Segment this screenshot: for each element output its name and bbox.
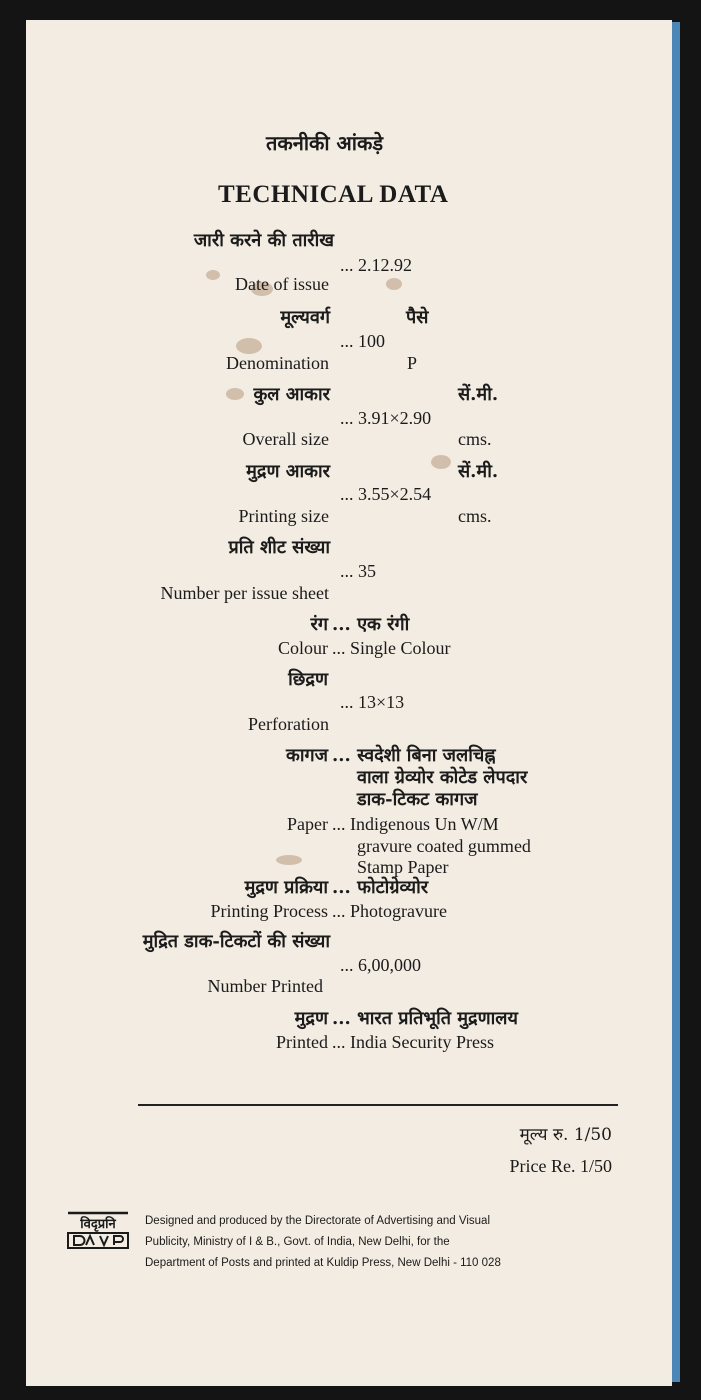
overall-size-english-unit: cms. [458,429,492,449]
paper-english-label: Paper [287,814,328,834]
paper-hindi-value-2: वाला ग्रेव्योर कोटेड लेपदार [357,767,528,788]
printing-size-hindi-unit: सें.मी. [458,461,499,482]
number-printed-hindi-label: मुद्रित डाक-टिकटों की संख्या [142,931,330,952]
date-hindi-label: जारी करने की तारीख [193,230,334,251]
overall-size-value: ... 3.91×2.90 [340,408,432,428]
paper-english-value-3: Stamp Paper [357,857,449,877]
perforation-english-label: Perforation [248,714,329,734]
colour-hindi-value: ... एक रंगी [332,614,410,635]
overall-size-hindi-unit: सें.मी. [458,384,499,405]
colour-hindi-label: रंग [310,614,328,635]
process-hindi-value: ... फोटोग्रेव्योर [332,877,429,898]
overall-size-english-label: Overall size [242,429,329,449]
paper-english-value-1: ... Indigenous Un W/M [332,814,499,834]
logo-hindi-text: विदृप्रनि [80,1217,116,1232]
stain-mark [386,278,402,290]
footer-line-2: Publicity, Ministry of I & B., Govt. of India, New Delhi, for the [145,1236,450,1248]
printed-english-value: ... India Security Press [332,1032,494,1052]
denomination-value: ... 100 [340,331,385,351]
denomination-hindi-unit: पैसे [406,307,429,328]
overall-size-hindi-label: कुल आकार [253,384,330,405]
process-english-value: ... Photogravure [332,901,447,921]
per-sheet-value: ... 35 [340,561,376,581]
printed-hindi-value: ... भारत प्रतिभूति मुद्रणालय [332,1008,518,1029]
footer-line-1: Designed and produced by the Directorate of Advertising and Visual [145,1215,491,1227]
technical-data-card [26,20,672,1386]
davp-logo-mark [66,1210,130,1250]
denomination-hindi-label: मूल्यवर्ग [280,307,330,328]
per-sheet-english-label: Number per issue sheet [160,583,329,603]
price-english: Price Re. 1/50 [509,1156,612,1176]
stain-mark [206,270,220,280]
title-hindi: तकनीकी आंकड़े [266,131,384,155]
davp-logo [66,1210,130,1248]
denomination-english-unit: P [407,353,418,373]
title-english: TECHNICAL DATA [218,181,449,208]
printing-size-english-label: Printing size [238,506,329,526]
number-printed-english-label: Number Printed [207,976,323,996]
printed-hindi-label: मुद्रण [294,1008,328,1029]
footer-line-3: Department of Posts and printed at Kuldip Press, New Delhi - 110 028 [145,1257,501,1269]
paper-hindi-value-1: ... स्वदेशी बिना जलचिह्न [332,745,496,766]
divider-rule [138,1104,618,1106]
number-printed-value: ... 6,00,000 [340,955,421,975]
process-english-label: Printing Process [210,901,328,921]
perforation-value: ... 13×13 [340,692,405,712]
stain-mark [431,455,451,469]
paper-hindi-label: कागज [286,745,328,766]
date-value: ... 2.12.92 [340,255,412,275]
date-english-label: Date of issue [235,274,329,294]
printed-english-label: Printed [276,1032,328,1052]
process-hindi-label: मुद्रण प्रक्रिया [244,877,328,898]
printing-size-english-unit: cms. [458,506,492,526]
per-sheet-hindi-label: प्रति शीट संख्या [228,537,330,558]
denomination-english-label: Denomination [226,353,329,373]
printing-size-value: ... 3.55×2.54 [340,484,432,504]
paper-english-value-2: gravure coated gummed [357,836,531,856]
paper-hindi-value-3: डाक-टिकट कागज [357,789,478,810]
printing-size-hindi-label: मुद्रण आकार [246,461,330,482]
colour-english-label: Colour [277,638,328,658]
stain-mark [226,388,244,400]
colour-english-value: ... Single Colour [332,638,451,658]
stain-mark [276,855,302,865]
perforation-hindi-label: छिद्रण [288,669,328,690]
price-hindi: मूल्य रु. 1/50 [519,1125,612,1145]
stain-mark [236,338,262,354]
